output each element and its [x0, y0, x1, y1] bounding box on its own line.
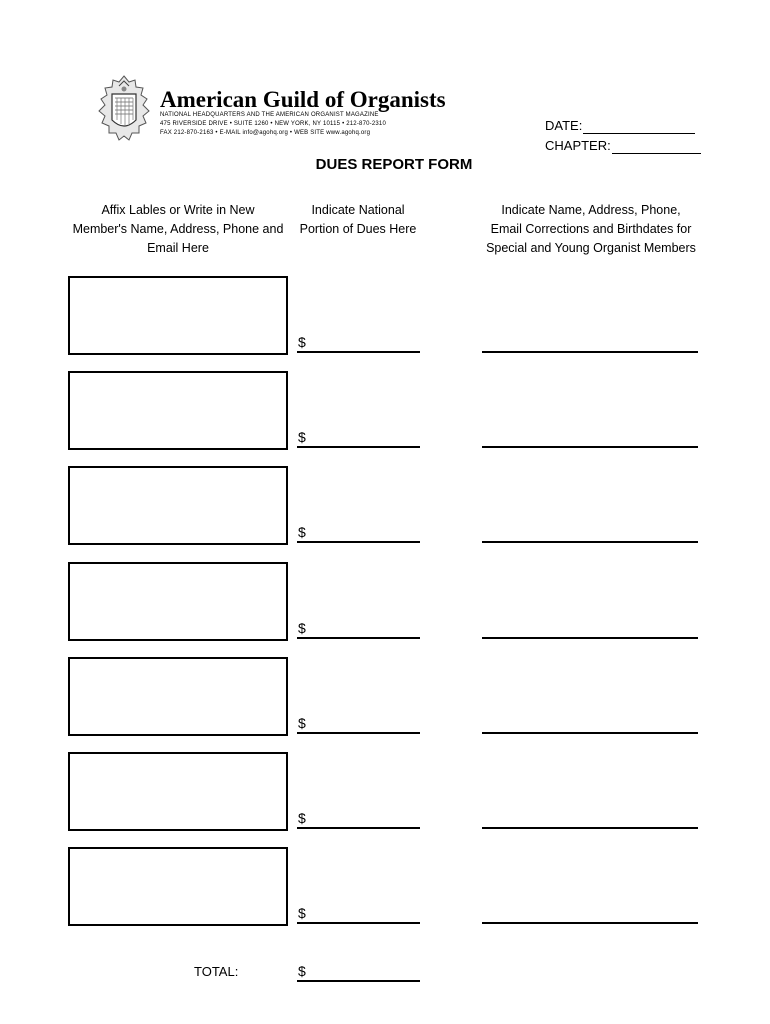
organization-seal-logo	[95, 74, 153, 146]
column-header-line: Special and Young Organist Members	[486, 241, 696, 255]
corrections-line[interactable]	[482, 827, 698, 829]
address-line-3: FAX 212-870-2163 • E-MAIL info@agohq.org • WEB SITE www.agohq.org	[160, 130, 371, 136]
currency-symbol: $	[298, 524, 306, 540]
dues-amount-field[interactable]	[297, 715, 420, 734]
dues-amount-field[interactable]	[297, 334, 420, 353]
dues-amount-field[interactable]	[297, 810, 420, 829]
column-header-corrections	[475, 201, 707, 258]
currency-symbol: $	[298, 963, 306, 979]
corrections-line[interactable]	[482, 637, 698, 639]
chapter-field[interactable]	[545, 138, 701, 154]
dues-amount-field[interactable]	[297, 620, 420, 639]
member-entry-box[interactable]	[68, 562, 288, 641]
chapter-label: CHAPTER:	[545, 138, 611, 153]
currency-symbol: $	[298, 334, 306, 350]
corrections-line[interactable]	[482, 922, 698, 924]
dues-amount-field[interactable]	[297, 429, 420, 448]
total-label: TOTAL:	[194, 964, 239, 979]
member-entry-box[interactable]	[68, 847, 288, 926]
address-line-2: 475 RIVERSIDE DRIVE • SUITE 1260 • NEW YORK, NY 10115 • 212-870-2310	[160, 121, 387, 127]
column-header-line: Indicate National	[311, 203, 405, 217]
chapter-input-line[interactable]	[612, 140, 701, 154]
currency-symbol: $	[298, 429, 306, 445]
column-header-line: Member's Name, Address, Phone and	[72, 222, 284, 236]
dues-amount-field[interactable]	[297, 905, 420, 924]
date-label: DATE:	[545, 118, 583, 133]
currency-symbol: $	[298, 810, 306, 826]
column-header-member-info	[64, 201, 292, 258]
date-input-line[interactable]	[583, 120, 695, 134]
member-entry-box[interactable]	[68, 752, 288, 831]
column-header-line: Indicate Name, Address, Phone,	[501, 203, 681, 217]
currency-symbol: $	[298, 905, 306, 921]
corrections-line[interactable]	[482, 541, 698, 543]
corrections-line[interactable]	[482, 446, 698, 448]
corrections-line[interactable]	[482, 732, 698, 734]
currency-symbol: $	[298, 620, 306, 636]
date-field[interactable]	[545, 118, 695, 134]
column-header-line: Email Here	[147, 241, 209, 255]
total-amount-field[interactable]	[297, 963, 420, 982]
dues-amount-field[interactable]	[297, 524, 420, 543]
column-header-dues	[296, 201, 420, 239]
currency-symbol: $	[298, 715, 306, 731]
member-entry-box[interactable]	[68, 466, 288, 545]
column-header-line: Email Corrections and Birthdates for	[490, 222, 692, 236]
corrections-line[interactable]	[482, 351, 698, 353]
column-header-line: Affix Lables or Write in New	[101, 203, 255, 217]
address-line-1: NATIONAL HEADQUARTERS AND THE AMERICAN ORGANIST MAGAZINE	[160, 112, 379, 118]
organization-name: American Guild of Organists	[160, 87, 446, 112]
member-entry-box[interactable]	[68, 657, 288, 736]
member-entry-box[interactable]	[68, 371, 288, 450]
member-entry-box[interactable]	[68, 276, 288, 355]
column-header-line: Portion of Dues Here	[299, 222, 417, 236]
form-title: DUES REPORT FORM	[315, 156, 473, 173]
